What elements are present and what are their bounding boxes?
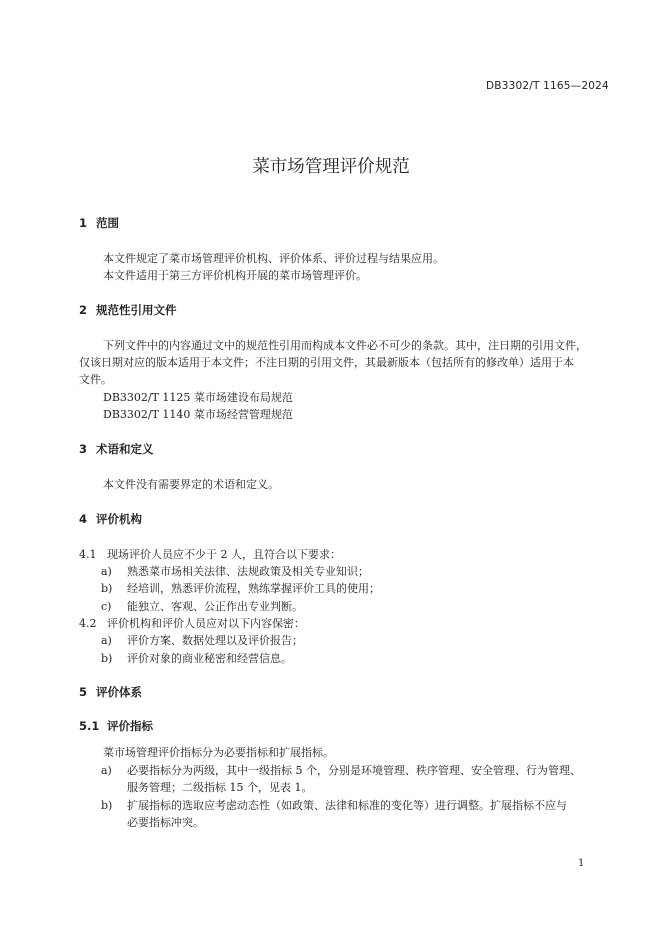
document-code: DB3302/T 1165—2024 (486, 80, 609, 92)
clause-number: 4.1 (79, 548, 97, 561)
paragraph: 本文件规定了菜市场管理评价机构、评价体系、评价过程与结果应用。 (103, 252, 444, 265)
section-title: 术语和定义 (96, 442, 154, 456)
section-3-heading (79, 441, 154, 457)
list-text: 必要指标分为两级，其中一级指标 5 个，分别是环境管理、秩序管理、安全管理、行为管理、 (127, 764, 581, 777)
list-item (101, 797, 567, 813)
paragraph: 本文件适用于第三方评价机构开展的菜市场管理评价。 (103, 269, 367, 282)
list-text: 经培训，熟悉评价流程，熟练掌握评价工具的使用； (127, 582, 380, 595)
clause-number: 4.2 (79, 617, 97, 630)
list-marker: b) (101, 582, 113, 595)
list-text: 扩展指标的选取应考虑动态性（如政策、法律和标准的变化等）进行调整。扩展指标不应与 (127, 799, 567, 812)
section-number: 5 (79, 685, 88, 699)
section-1-heading (79, 215, 119, 231)
list-item (101, 762, 581, 778)
section-5-heading (79, 684, 142, 700)
section-2-heading (79, 302, 177, 318)
list-item (101, 650, 292, 666)
list-item-continuation: 必要指标冲突。 (127, 816, 204, 829)
paragraph-line: 仅该日期对应的版本适用于本文件；不注日期的引用文件，其最新版本（包括所有的修改单）适用于本 (79, 356, 574, 369)
list-marker: a) (101, 764, 112, 777)
list-marker: b) (101, 652, 113, 665)
list-text: 评价方案、数据处理以及评价报告； (127, 634, 303, 647)
section-number: 4 (79, 512, 88, 526)
subsection-title: 评价指标 (107, 719, 153, 733)
list-text: 熟悉菜市场相关法律、法规政策及相关专业知识； (127, 565, 369, 578)
list-item (101, 598, 303, 614)
list-marker: a) (101, 634, 112, 647)
paragraph-line: 下列文件中的内容通过文中的规范性引用而构成本文件必不可少的条款。其中，注日期的引用文件， (103, 339, 587, 352)
list-item-continuation: 服务管理；二级指标 15 个，见表 1。 (127, 781, 313, 794)
list-marker: a) (101, 565, 112, 578)
subsection-number: 5.1 (79, 719, 100, 733)
paragraph-line: 文件。 (79, 373, 112, 386)
list-marker: c) (101, 600, 112, 613)
clause-text: 现场评价人员应不少于 2 人，且符合以下要求： (107, 548, 341, 561)
page-title: 菜市场管理评价规范 (252, 157, 410, 177)
section-title: 评价体系 (96, 685, 142, 699)
subsection-5-1-heading (79, 718, 153, 734)
list-text: 评价对象的商业秘密和经营信息。 (127, 652, 292, 665)
paragraph: 菜市场管理评价指标分为必要指标和扩展指标。 (103, 746, 334, 759)
section-number: 3 (79, 442, 88, 456)
normative-reference: DB3302/T 1140 菜市场经营管理规范 (103, 408, 293, 421)
clause-text: 评价机构和评价人员应对以下内容保密： (107, 617, 305, 630)
clause-4-1 (79, 546, 341, 562)
section-title: 范围 (96, 216, 119, 230)
normative-reference: DB3302/T 1125 菜市场建设布局规范 (103, 391, 293, 404)
section-number: 1 (79, 216, 88, 230)
paragraph: 本文件没有需要界定的术语和定义。 (103, 478, 279, 491)
section-number: 2 (79, 303, 88, 317)
list-marker: b) (101, 799, 113, 812)
list-item (101, 632, 303, 648)
list-item (101, 563, 369, 579)
list-item (101, 580, 380, 596)
section-4-heading (79, 511, 142, 527)
section-title: 规范性引用文件 (96, 303, 177, 317)
section-title: 评价机构 (96, 512, 142, 526)
clause-4-2 (79, 615, 305, 631)
list-text: 能独立、客观、公正作出专业判断。 (127, 600, 303, 613)
page-number: 1 (578, 858, 585, 869)
